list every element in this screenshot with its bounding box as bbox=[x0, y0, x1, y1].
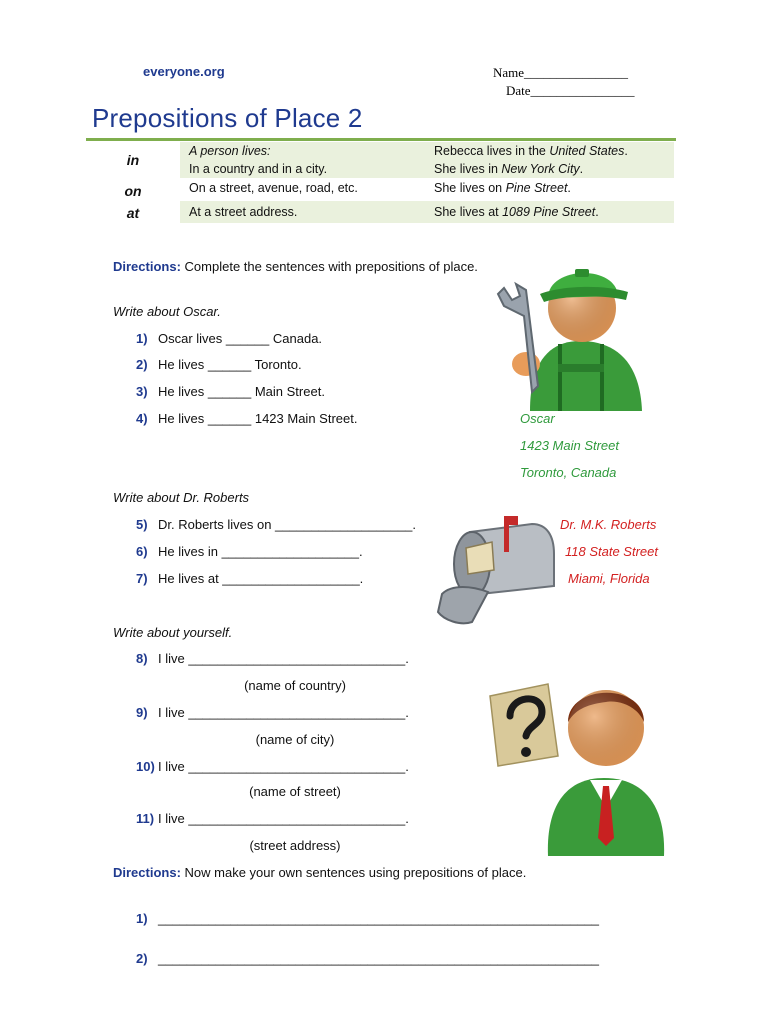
question-number: 3) bbox=[136, 384, 148, 399]
directions-label: Directions: bbox=[113, 865, 181, 880]
address-line: 1423 Main Street bbox=[520, 438, 620, 453]
question-number: 5) bbox=[136, 517, 148, 532]
directions-label: Directions: bbox=[113, 259, 181, 274]
preposition-word: at bbox=[126, 205, 140, 221]
directions-text: Complete the sentences with prepositions of place. bbox=[184, 259, 478, 274]
section-heading-yourself: Write about yourself. bbox=[113, 625, 233, 640]
mechanic-icon bbox=[490, 236, 650, 416]
question-text: I live ______________________________. bbox=[158, 651, 409, 666]
answer-line: _____________________________________________________________ bbox=[158, 911, 600, 926]
name-field: Name________________ bbox=[493, 65, 629, 80]
directions-1 bbox=[113, 259, 478, 274]
question-number: 1) bbox=[136, 911, 148, 926]
prepositions-table bbox=[86, 142, 674, 224]
preposition-word: on bbox=[124, 183, 142, 199]
question-number: 2) bbox=[136, 951, 148, 966]
address-line: Miami, Florida bbox=[568, 571, 650, 586]
question-text: He lives ______ Toronto. bbox=[158, 357, 302, 372]
section-heading-oscar: Write about Oscar. bbox=[113, 304, 221, 319]
question-number: 4) bbox=[136, 411, 148, 426]
question-text: Oscar lives ______ Canada. bbox=[158, 331, 323, 346]
question-number: 7) bbox=[136, 571, 148, 586]
site-name: everyone.org bbox=[143, 64, 225, 79]
question-text: I live ______________________________. bbox=[158, 705, 409, 720]
date-field: Date________________ bbox=[506, 83, 635, 98]
answer-hint: (name of city) bbox=[255, 732, 335, 747]
example-text: She lives at 1089 Pine Street. bbox=[434, 205, 599, 219]
answer-hint: (name of country) bbox=[244, 678, 346, 693]
rule-text: On a street, avenue, road, etc. bbox=[189, 181, 358, 195]
rule-text: A person lives: bbox=[189, 144, 271, 158]
example-text: She lives on Pine Street. bbox=[434, 181, 571, 195]
address-line: Oscar bbox=[520, 411, 555, 426]
question-number: 6) bbox=[136, 544, 148, 559]
rule-text: At a street address. bbox=[189, 205, 298, 219]
answer-line: _____________________________________________________________ bbox=[158, 951, 600, 966]
question-text: He lives in ___________________. bbox=[158, 544, 363, 559]
rule-text: In a country and in a city. bbox=[189, 162, 328, 176]
thinking-person-icon bbox=[486, 678, 692, 858]
answer-hint: (street address) bbox=[249, 838, 341, 853]
directions-2 bbox=[113, 865, 526, 880]
address-line: 118 State Street bbox=[565, 544, 658, 559]
table-row-on bbox=[86, 179, 674, 200]
question-text: I live ______________________________. bbox=[158, 811, 409, 826]
address-line: Toronto, Canada bbox=[520, 465, 617, 480]
answer-hint: (name of street) bbox=[249, 784, 341, 799]
question-number: 1) bbox=[136, 331, 148, 346]
table-row-in bbox=[86, 142, 674, 178]
question-number: 10) bbox=[136, 759, 155, 774]
question-number: 2) bbox=[136, 357, 148, 372]
question-text: He lives at ___________________. bbox=[158, 571, 364, 586]
question-text: He lives ______ Main Street. bbox=[158, 384, 325, 399]
example-text: She lives in New York City. bbox=[434, 162, 584, 176]
directions-text: Now make your own sentences using prepositions of place. bbox=[184, 865, 527, 880]
example-text: Rebecca lives in the United States. bbox=[434, 144, 628, 158]
table-row-at bbox=[86, 201, 674, 223]
question-text: He lives ______ 1423 Main Street. bbox=[158, 411, 358, 426]
question-text: Dr. Roberts lives on ___________________. bbox=[158, 517, 417, 532]
section-heading-roberts: Write about Dr. Roberts bbox=[113, 490, 250, 505]
question-number: 9) bbox=[136, 705, 148, 720]
question-text: I live ______________________________. bbox=[158, 759, 409, 774]
mailbox-icon bbox=[432, 514, 562, 632]
address-line: Dr. M.K. Roberts bbox=[560, 517, 657, 532]
question-number: 11) bbox=[136, 811, 155, 826]
question-number: 8) bbox=[136, 651, 148, 666]
title-rule bbox=[86, 138, 676, 141]
page-title: Prepositions of Place 2 bbox=[92, 103, 363, 133]
preposition-word: in bbox=[126, 152, 140, 168]
